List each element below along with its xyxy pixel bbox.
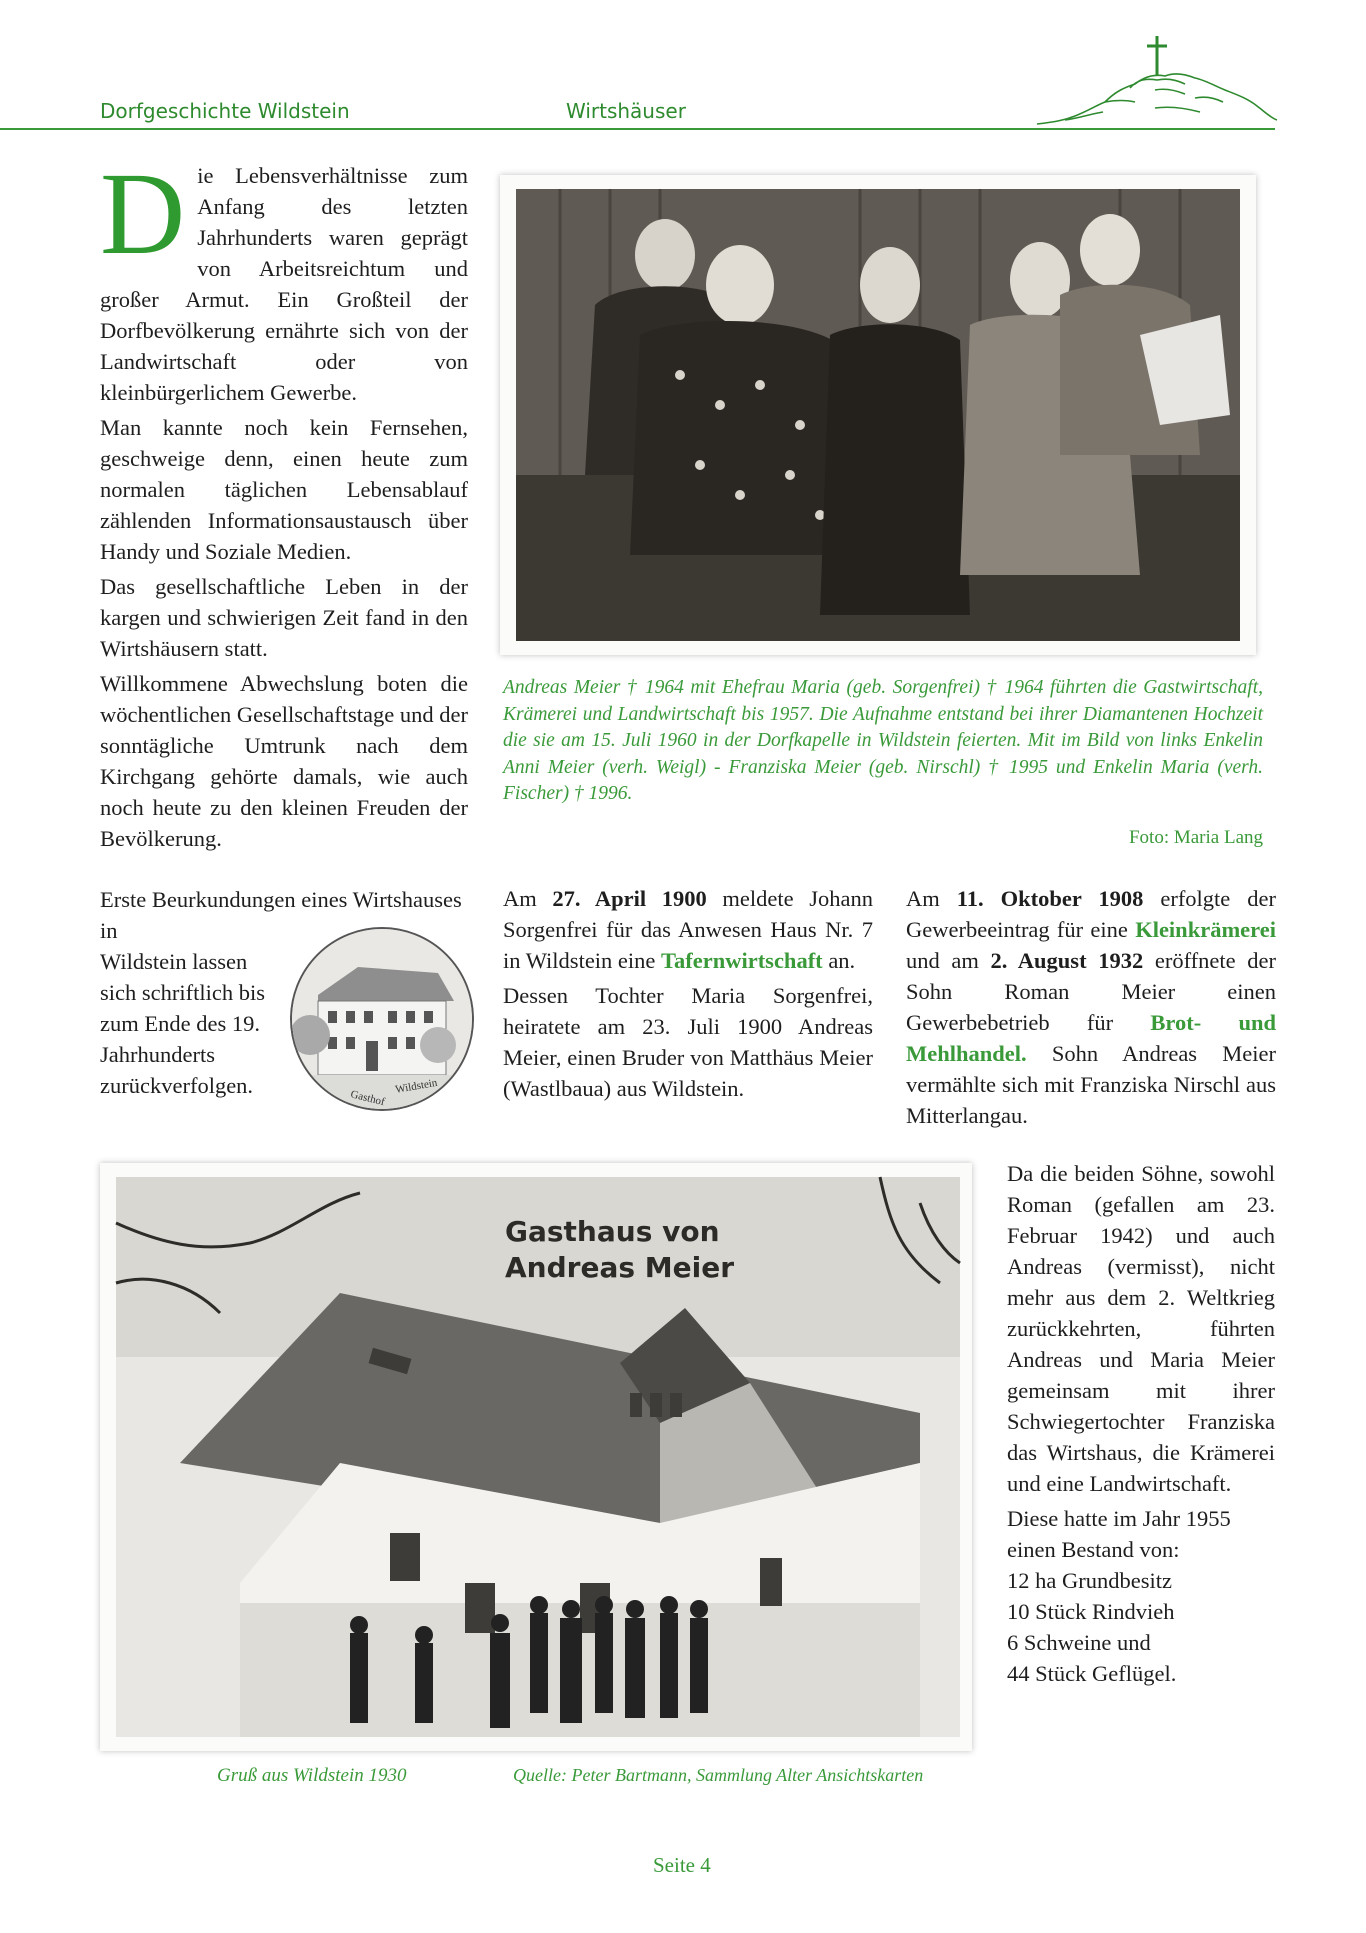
right-text-column (906, 883, 1276, 1135)
family-photo-frame (500, 175, 1256, 655)
header-left-title: Dorfgeschichte Wildstein (100, 99, 350, 123)
hill-with-cross-logo (1035, 28, 1280, 130)
intro-paragraph-5: Erste Beurkundungen eines Wirtshauses in (100, 887, 462, 943)
middle-paragraph-1: Am 27. April 1900 meldete Johann Sorgenfrei für das Anwesen Haus Nr. 7 in Wildstein eine Tafernwirtschaft an. (503, 886, 874, 973)
gasthaus-caption-right: Quelle: Peter Bartmann, Sammlung Alter Ansichtskarten (513, 1765, 924, 1785)
middle-paragraph-2: Dessen Tochter Maria Sorgenfrei, heiratete am 23. Juli 1900 Andreas Meier, einen Bruder von Matthäus Meier (Wastlbaua) aus Wildstein. (503, 983, 873, 1101)
page-number: Seite 4 (653, 1853, 711, 1877)
right-paragraph-1: Am 11. Oktober 1908 erfolgte der Gewerbeeintrag für eine Kleinkrämerei und am 2. August 1932 eröffnete der Sohn Roman Meier einen Gewerbebetrieb für Brot- und Mehlhandel. Sohn Andreas Meier vermählte sich mit Franziska Nirschl aus Mitterlangau. (906, 886, 1276, 1128)
gasthaus-photo (100, 1163, 972, 1751)
intro-text-column (100, 148, 468, 858)
bottom-paragraph-1: Da die beiden Söhne, sowohl Roman (gefallen am 23. Februar 1942) und auch Andreas (vermisst), nicht mehr aus dem 2. Weltkrieg zurückkehrten, führten Andreas und Maria Meier gemeinsam mit ihrer Schwiegertochter Franziska das Wirtshaus, die Krämerei und eine Landwirtschaft. (1007, 1161, 1275, 1496)
bottom-right-text-column (1007, 1158, 1275, 1689)
family-photo-credit: Foto: Maria Lang (1128, 827, 1263, 848)
intro-paragraph-1: Die Lebensverhältnisse zum Anfang des letzten Jahrhunderts waren geprägt von Arbeitsreichtum und großer Armut. Ein Großteil der Dorfbevölkerung ernährte sich von der Landwirtschaft oder von kleinbürgerlichem Gewerbe. (100, 148, 468, 405)
inventory-item: 6 Schweine und (1007, 1630, 1151, 1655)
family-photo-caption: Andreas Meier † 1964 mit Ehefrau Maria (geb. Sorgenfrei) † 1964 führten die Gastwirtschaft, Krämerei und Landwirtschaft bis 1957. Die Aufnahme entstand bei ihrer Diamantenen Hochzeit die sie am 15. Juli 1960 in der Dorfkapelle in Wildstein feierten. Mit im Bild von links Enkelin Anni Meier (verh. Weigl) - Franziska Meier (geb. Nirschl) † 1995 und Enkelin Maria (verh. Fischer) † 1996. (503, 677, 1263, 804)
intro-paragraph-3: Das gesellschaftliche Leben in der kargen und schwierigen Zeit fand in den Wirtshäusern statt. (100, 574, 468, 661)
gasthaus-sign-line-1: Gasthaus von (505, 1215, 720, 1248)
intro-paragraph-4: Willkommene Abwechslung boten die wöchentlichen Gesellschaftstage und der sonntägliche Umtrunk nach dem Kirchgang gehörte damals, wie auch noch heute zu den kleinen Freuden der Bevölkerung. (100, 671, 468, 851)
inventory-item: 10 Stück Rindvieh (1007, 1599, 1175, 1624)
intro-paragraph-2: Man kannte noch kein Fernsehen, geschweige denn, einen heute zum normalen täglichen Lebensablauf zählenden Informationsaustausch über Handy und Soziale Medien. (100, 415, 468, 564)
inventory-list (1007, 1565, 1275, 1689)
svg-text:Wildstein: Wildstein (394, 1076, 439, 1096)
svg-text:Gasthof: Gasthof (349, 1088, 386, 1109)
bottom-paragraph-2: Diese hatte im Jahr 1955 einen Bestand von: (1007, 1506, 1231, 1562)
family-photo (500, 175, 1256, 655)
inventory-item: 44 Stück Geflügel. (1007, 1661, 1177, 1686)
gasthof-medallion-image (288, 925, 476, 1113)
drop-cap: D (100, 148, 186, 279)
header-section-title: Wirtshäuser (566, 99, 686, 123)
inventory-item: 12 ha Grundbesitz (1007, 1568, 1172, 1593)
gasthaus-sign-line-2: Andreas Meier (505, 1251, 735, 1284)
intro-paragraph-5-cont: Wildstein lassen sich schriftlich bis zum Ende des 19. Jahrhunderts zurückverfolgen. (100, 949, 265, 1098)
gasthaus-photo-frame (100, 1163, 972, 1751)
gasthaus-caption-left: Gruß aus Wildstein 1930 (217, 1765, 407, 1786)
middle-text-column (503, 883, 873, 1108)
